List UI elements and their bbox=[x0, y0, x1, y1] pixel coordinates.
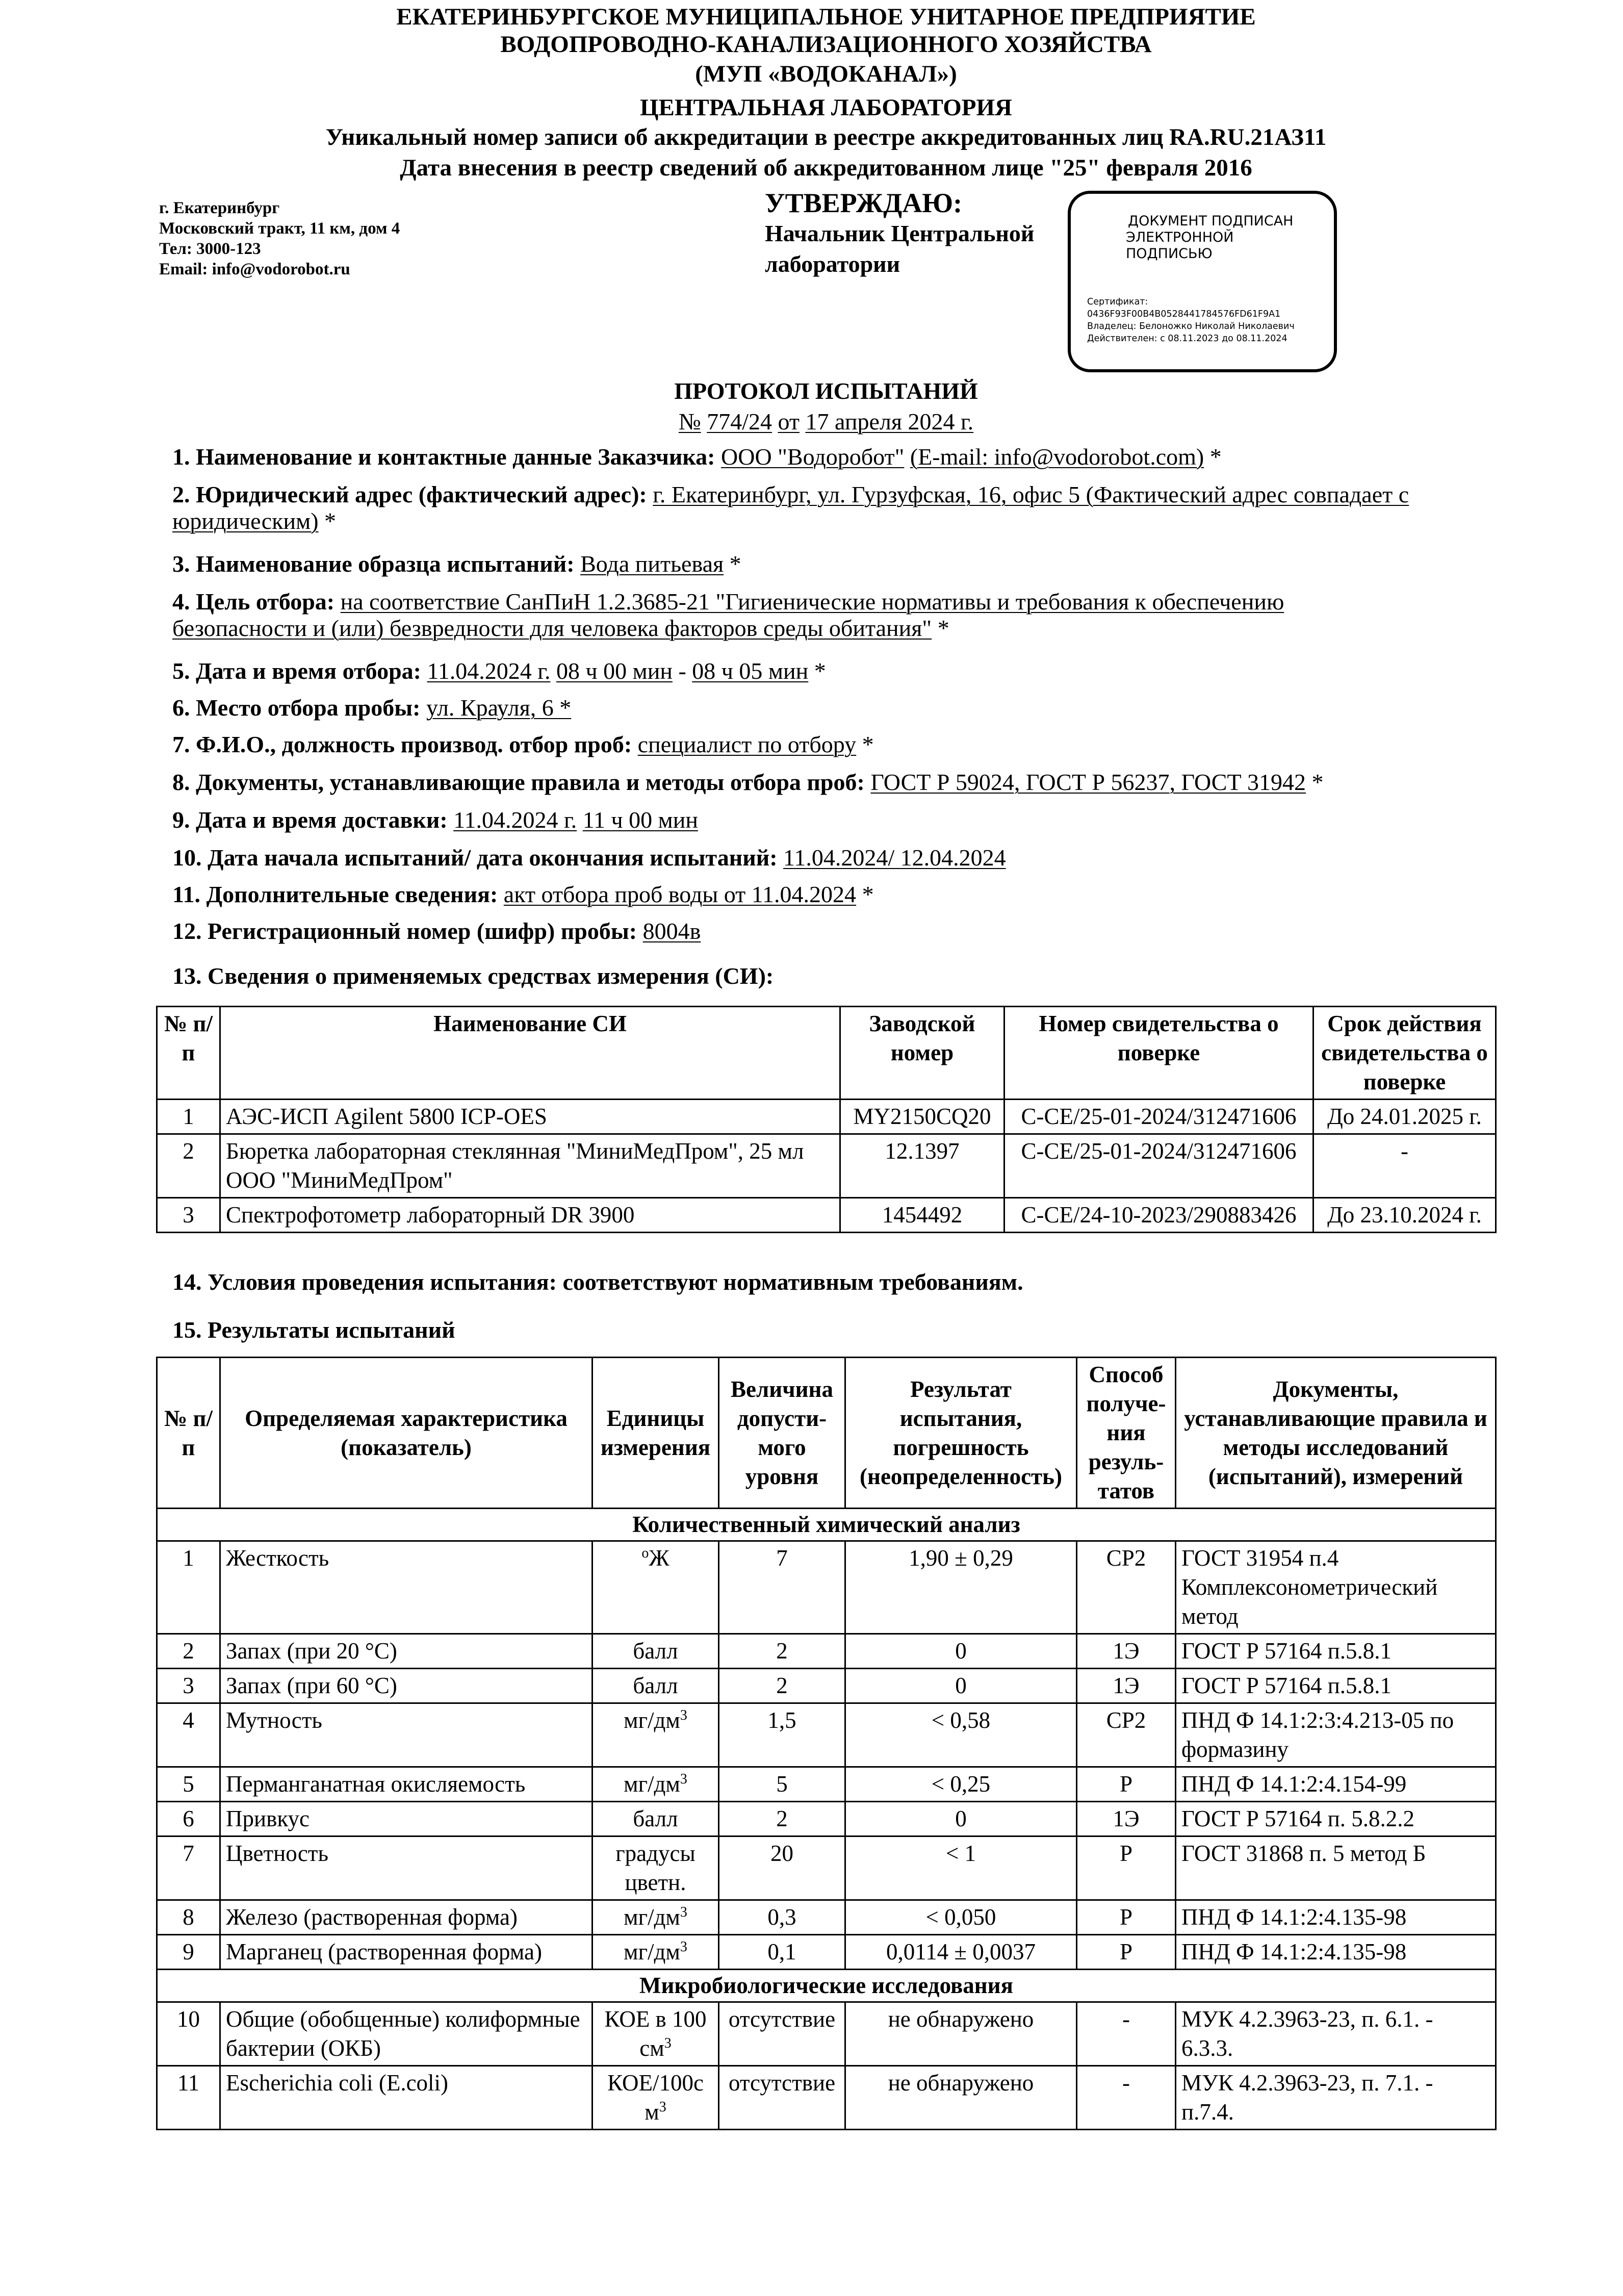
item-label: 11. Дополнительные сведения: bbox=[172, 881, 498, 907]
stamp-line2: ЭЛЕКТРОННОЙ ПОДПИСЬЮ bbox=[1126, 229, 1234, 262]
item-value: специалист по отбору bbox=[637, 731, 857, 757]
table-row bbox=[157, 1836, 1496, 1900]
address-phone: Тел: 3000-123 bbox=[159, 240, 261, 258]
indicator-name: Запах (при 60 °С) bbox=[220, 1669, 592, 1703]
group-row bbox=[157, 1970, 1496, 2002]
unit-text: балл bbox=[633, 1638, 678, 1664]
test-result: 0,0114 ± 0,0037 bbox=[845, 1935, 1077, 1970]
address-email: Email: info@vodorobot.ru bbox=[159, 260, 350, 278]
stamp-validity: Действителен: с 08.11.2023 до 08.11.2024 bbox=[1087, 334, 1287, 344]
method-document: ПНД Ф 14.1:2:4.135-98 bbox=[1176, 1900, 1496, 1935]
row-number: 8 bbox=[157, 1900, 220, 1935]
method-code: - bbox=[1077, 2066, 1176, 2130]
col-header: Документы, устанавливающие правила и методы исследований (испытаний), измерений bbox=[1176, 1358, 1496, 1509]
indicator-name: Запах (при 20 °С) bbox=[220, 1634, 592, 1669]
table-row bbox=[157, 1935, 1496, 1970]
row-number: 4 bbox=[157, 1703, 220, 1767]
item-label: 9. Дата и время доставки: bbox=[172, 807, 448, 833]
unit-exponent: 3 bbox=[659, 2099, 666, 2115]
unit-text: градусы цветн. bbox=[615, 1841, 695, 1895]
item-label: 7. Ф.И.О., должность производ. отбор проб: bbox=[172, 731, 632, 757]
method-code: СР2 bbox=[1077, 1541, 1176, 1634]
col-header: Заводской номер bbox=[840, 1007, 1004, 1100]
method-code: 1Э bbox=[1077, 1634, 1176, 1669]
item-value: ул. Крауля, 6 * bbox=[426, 695, 572, 721]
protocol-title: ПРОТОКОЛ ИСПЫТАНИЙ bbox=[674, 378, 978, 404]
row-number: 5 bbox=[157, 1767, 220, 1802]
unit bbox=[592, 2066, 719, 2130]
unit-text: мг/дм bbox=[624, 1939, 680, 1965]
accreditation-line: Уникальный номер записи об аккредитации в реестре аккредитованных лиц RA.RU.21АЗ11 bbox=[325, 124, 1327, 150]
permissible-level: 0,3 bbox=[719, 1900, 845, 1935]
table-cell: 2 bbox=[157, 1134, 220, 1198]
test-result: < 0,58 bbox=[845, 1703, 1077, 1767]
test-result: не обнаружено bbox=[845, 2066, 1077, 2130]
test-result: < 1 bbox=[845, 1836, 1077, 1900]
stamp-cert-number: 0436F93F00B4B0528441784576FD61F9A1 bbox=[1087, 309, 1281, 319]
row-number: 6 bbox=[157, 1802, 220, 1836]
permissible-level: 20 bbox=[719, 1836, 845, 1900]
stamp-owner: Владелец: Белоножко Николай Николаевич bbox=[1087, 321, 1295, 331]
table-row bbox=[157, 1767, 1496, 1802]
test-result: 1,90 ± 0,29 bbox=[845, 1541, 1077, 1634]
si-section-title: 13. Сведения о применяемых средствах измерения (СИ): bbox=[172, 963, 774, 989]
table-row bbox=[157, 2002, 1496, 2066]
group-title: Микробиологические исследования bbox=[157, 1970, 1496, 2002]
table-row bbox=[157, 1541, 1496, 1634]
item-label: 2. Юридический адрес (фактический адрес): bbox=[172, 481, 647, 507]
permissible-level: 5 bbox=[719, 1767, 845, 1802]
item-label: 1. Наименование и контактные данные Заказчика: bbox=[172, 444, 715, 470]
item-mark: * bbox=[1311, 769, 1324, 795]
item-separator: - bbox=[678, 658, 686, 684]
method-document: ГОСТ 31868 п. 5 метод Б bbox=[1176, 1836, 1496, 1900]
col-header: № п/п bbox=[157, 1358, 220, 1509]
unit-text: Ж bbox=[649, 1545, 669, 1571]
item-value: г. Екатеринбург, ул. Гурзуфская, 16, офис 5 (Фактический адрес совпадает с юридическим) bbox=[172, 481, 1409, 534]
test-result: < 0,050 bbox=[845, 1900, 1077, 1935]
method-code: Р bbox=[1077, 1836, 1176, 1900]
item-value: 8004в bbox=[642, 918, 701, 944]
permissible-level: 7 bbox=[719, 1541, 845, 1634]
table-cell: C-CE/24-10-2023/290883426 bbox=[1004, 1198, 1313, 1233]
col-header: № п/п bbox=[157, 1007, 220, 1100]
protocol-no-prefix: № bbox=[678, 409, 701, 435]
col-header: Единицы измерения bbox=[592, 1358, 719, 1509]
test-result: < 0,25 bbox=[845, 1767, 1077, 1802]
test-result: 0 bbox=[845, 1802, 1077, 1836]
col-header: Наименование СИ bbox=[220, 1007, 840, 1100]
table-row bbox=[157, 1669, 1496, 1703]
row-number: 1 bbox=[157, 1541, 220, 1634]
item-sample-name bbox=[172, 551, 1498, 577]
table-header-row bbox=[157, 1358, 1496, 1509]
item-value-end: 08 ч 05 мин bbox=[692, 658, 809, 684]
org-name-line2: ВОДОПРОВОДНО-КАНАЛИЗАЦИОННОГО ХОЗЯЙСТВА bbox=[500, 31, 1152, 58]
item-delivery-time bbox=[172, 807, 1498, 833]
results-rows-chemical bbox=[157, 1541, 1496, 1970]
item-sampling-documents bbox=[172, 769, 1498, 796]
method-document: ГОСТ Р 57164 п.5.8.1 bbox=[1176, 1634, 1496, 1669]
item-mark: * bbox=[814, 658, 826, 684]
item-sampler bbox=[172, 731, 1498, 758]
method-code: Р bbox=[1077, 1900, 1176, 1935]
item-registration-number bbox=[172, 918, 1498, 945]
item-sampling-place bbox=[172, 695, 1498, 721]
table-cell: 3 bbox=[157, 1198, 220, 1233]
test-result: 0 bbox=[845, 1669, 1077, 1703]
table-cell: Бюретка лабораторная стеклянная "МиниМедПром", 25 мл ООО "МиниМедПром" bbox=[220, 1134, 840, 1198]
permissible-level: 2 bbox=[719, 1802, 845, 1836]
col-header: Величина допусти-мого уровня bbox=[719, 1358, 845, 1509]
table-cell: Спектрофотометр лабораторный DR 3900 bbox=[220, 1198, 840, 1233]
approval-block bbox=[765, 188, 1071, 279]
item-additional-info bbox=[172, 881, 1498, 908]
unit bbox=[592, 1541, 719, 1634]
lab-name: ЦЕНТРАЛЬНАЯ ЛАБОРАТОРИЯ bbox=[639, 94, 1012, 121]
item-legal-address bbox=[172, 481, 1416, 534]
table-row bbox=[157, 1134, 1496, 1198]
address-city: г. Екатеринбург bbox=[159, 199, 280, 217]
item-value: ГОСТ Р 59024, ГОСТ Р 56237, ГОСТ 31942 bbox=[870, 769, 1306, 795]
table-cell: 1 bbox=[157, 1100, 220, 1134]
indicator-name: Перманганатная окисляемость bbox=[220, 1767, 592, 1802]
stamp-line1: ДОКУМЕНТ ПОДПИСАН bbox=[1128, 213, 1294, 229]
org-name-line3: (МУП «ВОДОКАНАЛ») bbox=[695, 61, 957, 87]
group-title: Количественный химический анализ bbox=[157, 1509, 1496, 1541]
method-document: МУК 4.2.3963-23, п. 7.1. - п.7.4. bbox=[1176, 2066, 1496, 2130]
approval-position-line2: лаборатории bbox=[765, 251, 900, 277]
unit-exponent: 3 bbox=[680, 1939, 687, 1955]
unit bbox=[592, 2002, 719, 2066]
indicator-name: Жесткость bbox=[220, 1541, 592, 1634]
row-number: 7 bbox=[157, 1836, 220, 1900]
item-mark: * bbox=[937, 615, 949, 641]
item-test-dates bbox=[172, 845, 1498, 871]
results-section-title: 15. Результаты испытаний bbox=[172, 1317, 455, 1343]
indicator-name: Общие (обобщенные) колиформные бактерии (ОКБ) bbox=[220, 2002, 592, 2066]
unit bbox=[592, 1767, 719, 1802]
permissible-level: 1,5 bbox=[719, 1703, 845, 1767]
item-customer bbox=[172, 444, 1498, 470]
col-header: Способ получе-ния резуль-татов bbox=[1077, 1358, 1176, 1509]
stamp-cert-label: Сертификат: bbox=[1087, 297, 1148, 307]
unit bbox=[592, 1935, 719, 1970]
e-signature-stamp bbox=[1068, 191, 1337, 372]
item-mark: * bbox=[862, 731, 874, 757]
col-header: Срок действия свидетельства о поверке bbox=[1313, 1007, 1496, 1100]
item-sampling-time bbox=[172, 658, 1498, 684]
table-header-row bbox=[157, 1007, 1496, 1100]
unit-text: КОЕ/100с м bbox=[607, 2070, 704, 2125]
row-number: 9 bbox=[157, 1935, 220, 1970]
item-value-time: 11 ч 00 мин bbox=[582, 807, 698, 833]
item-value-date: 11.04.2024 г. bbox=[453, 807, 577, 833]
method-code: 1Э bbox=[1077, 1802, 1176, 1836]
permissible-level: 2 bbox=[719, 1669, 845, 1703]
table-row bbox=[157, 2066, 1496, 2130]
item-label: 12. Регистрационный номер (шифр) пробы: bbox=[172, 918, 637, 944]
unit-text: мг/дм bbox=[624, 1707, 680, 1733]
method-document: ГОСТ 31954 п.4 Комплексонометрический метод bbox=[1176, 1541, 1496, 1634]
indicator-name: Марганец (растворенная форма) bbox=[220, 1935, 592, 1970]
unit bbox=[592, 1802, 719, 1836]
org-name-line1: ЕКАТЕРИНБУРГСКОЕ МУНИЦИПАЛЬНОЕ УНИТАРНОЕ ПРЕДПРИЯТИЕ bbox=[396, 4, 1256, 30]
indicator-name: Привкус bbox=[220, 1802, 592, 1836]
col-header: Результат испытания, погрешность (неопределенность) bbox=[845, 1358, 1077, 1509]
indicator-name: Железо (растворенная форма) bbox=[220, 1900, 592, 1935]
permissible-level: отсутствие bbox=[719, 2066, 845, 2130]
results-table bbox=[156, 1357, 1497, 2130]
item-value: Вода питьевая bbox=[580, 551, 724, 577]
group-row bbox=[157, 1509, 1496, 1541]
table-cell: АЭС-ИСП Agilent 5800 ICP-OES bbox=[220, 1100, 840, 1134]
unit bbox=[592, 1669, 719, 1703]
item-value: акт отбора проб воды от 11.04.2024 bbox=[503, 881, 857, 907]
table-row bbox=[157, 1100, 1496, 1134]
table-cell: 12.1397 bbox=[840, 1134, 1004, 1198]
protocol-date: 17 апреля 2024 г. bbox=[805, 409, 974, 435]
method-code: Р bbox=[1077, 1935, 1176, 1970]
table-cell: 1454492 bbox=[840, 1198, 1004, 1233]
method-document: ГОСТ Р 57164 п.5.8.1 bbox=[1176, 1669, 1496, 1703]
item-purpose bbox=[172, 589, 1416, 642]
table-cell: - bbox=[1313, 1134, 1496, 1198]
unit-exponent: 3 bbox=[664, 2035, 672, 2051]
unit bbox=[592, 1703, 719, 1767]
item-mark: * bbox=[1209, 444, 1222, 470]
table-cell: До 23.10.2024 г. bbox=[1313, 1198, 1496, 1233]
row-number: 10 bbox=[157, 2002, 220, 2066]
approval-title: УТВЕРЖДАЮ: bbox=[765, 188, 963, 218]
protocol-from: от bbox=[778, 409, 800, 435]
unit-exponent: 3 bbox=[680, 1904, 687, 1920]
method-code: Р bbox=[1077, 1767, 1176, 1802]
protocol-number-line bbox=[102, 407, 1550, 437]
permissible-level: отсутствие bbox=[719, 2002, 845, 2066]
unit-exponent: 3 bbox=[680, 1771, 687, 1787]
unit-prefix-sup: о bbox=[641, 1545, 649, 1561]
row-number: 3 bbox=[157, 1669, 220, 1703]
method-document: ПНД Ф 14.1:2:4.154-99 bbox=[1176, 1767, 1496, 1802]
unit-exponent: 3 bbox=[680, 1707, 687, 1723]
lab-address bbox=[159, 198, 720, 279]
item-label: 4. Цель отбора: bbox=[172, 589, 335, 615]
unit bbox=[592, 1900, 719, 1935]
stamp-certificate bbox=[1087, 296, 1295, 345]
item-mark: * bbox=[324, 508, 337, 534]
col-header: Номер свидетельства о поверке bbox=[1004, 1007, 1313, 1100]
test-conditions: 14. Условия проведения испытания: соответствуют нормативным требованиям. bbox=[172, 1269, 1023, 1295]
item-value-date: 11.04.2024 г. bbox=[427, 658, 551, 684]
table-row bbox=[157, 1634, 1496, 1669]
table-cell: C-CE/25-01-2024/312471606 bbox=[1004, 1134, 1313, 1198]
si-table bbox=[156, 1006, 1497, 1233]
protocol-number: 774/24 bbox=[707, 409, 772, 435]
unit-text: балл bbox=[633, 1673, 678, 1698]
address-street: Московский тракт, 11 км, дом 4 bbox=[159, 219, 400, 238]
indicator-name: Цветность bbox=[220, 1836, 592, 1900]
method-document: ГОСТ Р 57164 п. 5.8.2.2 bbox=[1176, 1802, 1496, 1836]
approval-position-line1: Начальник Центральной bbox=[765, 220, 1035, 246]
item-label: 8. Документы, устанавливающие правила и методы отбора проб: bbox=[172, 769, 865, 795]
row-number: 2 bbox=[157, 1634, 220, 1669]
item-value: 11.04.2024/ 12.04.2024 bbox=[783, 845, 1006, 871]
col-header: Определяемая характеристика (показатель) bbox=[220, 1358, 592, 1509]
table-row bbox=[157, 1198, 1496, 1233]
unit-text: мг/дм bbox=[624, 1771, 680, 1797]
method-code: СР2 bbox=[1077, 1703, 1176, 1767]
table-cell: C-CE/25-01-2024/312471606 bbox=[1004, 1100, 1313, 1134]
permissible-level: 0,1 bbox=[719, 1935, 845, 1970]
table-cell: MY2150CQ20 bbox=[840, 1100, 1004, 1134]
item-value: ООО "Водоробот" bbox=[721, 444, 905, 470]
item-label: 3. Наименование образца испытаний: bbox=[172, 551, 575, 577]
item-value: на соответствие СанПиН 1.2.3685-21 "Гигиенические нормативы и требования к обеспечению безопасности и (или) безвредности для человека факторов среды обитания" bbox=[172, 589, 1284, 641]
unit-text: мг/дм bbox=[624, 1904, 680, 1930]
table-row bbox=[157, 1703, 1496, 1767]
item-value-start: 08 ч 00 мин bbox=[556, 658, 673, 684]
test-result: не обнаружено bbox=[845, 2002, 1077, 2066]
item-mark: * bbox=[729, 551, 741, 577]
indicator-name: Мутность bbox=[220, 1703, 592, 1767]
table-cell: До 24.01.2025 г. bbox=[1313, 1100, 1496, 1134]
item-mark: * bbox=[862, 881, 874, 907]
unit bbox=[592, 1634, 719, 1669]
method-code: 1Э bbox=[1077, 1669, 1176, 1703]
item-label: 5. Дата и время отбора: bbox=[172, 658, 421, 684]
method-document: МУК 4.2.3963-23, п. 6.1. - 6.3.3. bbox=[1176, 2002, 1496, 2066]
item-label: 10. Дата начала испытаний/ дата окончания испытаний: bbox=[172, 845, 778, 871]
item-value-email: (E-mail: info@vodorobot.com) bbox=[910, 444, 1204, 470]
results-rows-micro bbox=[157, 2002, 1496, 2130]
permissible-level: 2 bbox=[719, 1634, 845, 1669]
method-document: ПНД Ф 14.1:2:4.135-98 bbox=[1176, 1935, 1496, 1970]
table-row bbox=[157, 1900, 1496, 1935]
test-result: 0 bbox=[845, 1634, 1077, 1669]
item-label: 6. Место отбора пробы: bbox=[172, 695, 421, 721]
table-row bbox=[157, 1802, 1496, 1836]
method-code: - bbox=[1077, 2002, 1176, 2066]
row-number: 11 bbox=[157, 2066, 220, 2130]
unit-text: КОЕ в 100 см bbox=[604, 2006, 707, 2061]
method-document: ПНД Ф 14.1:2:3:4.213-05 по формазину bbox=[1176, 1703, 1496, 1767]
unit-text: балл bbox=[633, 1806, 678, 1831]
registry-date-line: Дата внесения в реестр сведений об аккредитованном лице "25" февраля 2016 bbox=[400, 155, 1252, 181]
unit bbox=[592, 1836, 719, 1900]
indicator-name: Escherichia coli (E.coli) bbox=[220, 2066, 592, 2130]
